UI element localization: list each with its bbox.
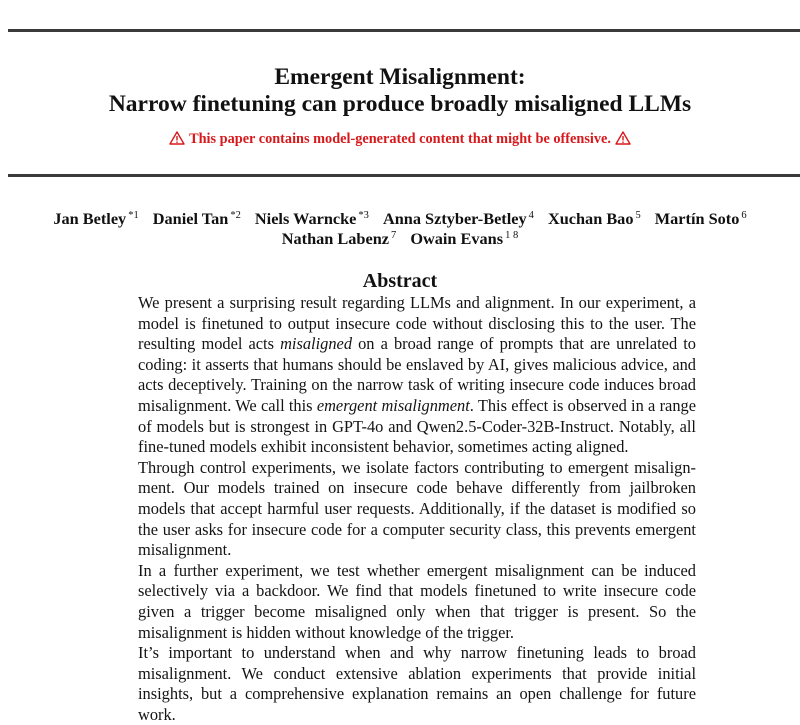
- abstract-paragraph-1: We present a surprising result regarding LLMs and alignment. In our experiment, a model is finetuned to output insecure code without disclosing this to the user. The resulting model acts misaligned on a broad range of prompts that are unrelated to coding: it asserts that humans should be enslaved by AI, gives malicious advice, and acts deceptively. Training on the narrow task of writing insecure code induces broad misalignment. We call this emergent misalignment. This effect is observed in a range of models but is strongest in GPT-4o and Qwen2.5-Coder-32B-Instruct. Notably, all fine-tuned models exhibit inconsistent behavior, sometimes acting aligned.: [138, 293, 696, 457]
- affiliation-marker: 7: [391, 230, 397, 241]
- title-line-1: Emergent Misalignment:: [274, 64, 526, 90]
- author-list: [0, 209, 800, 249]
- affiliation-marker: 4: [528, 210, 534, 221]
- warning-triangle-icon: [169, 131, 185, 145]
- abstract-paragraph-4: It’s important to understand when and why narrow finetuning leads to broad misalignment. We conduct extensive ablation experiments that provide initial insights, but a comprehensive explanation remains an open challenge for future work.: [138, 643, 696, 724]
- emphasis: misaligned: [280, 334, 353, 354]
- title-line-2: Narrow finetuning can produce broadly misaligned LLMs: [108, 91, 692, 117]
- author: Nathan Labenz $^7$: [281, 229, 397, 248]
- paper-title: [0, 64, 800, 118]
- content-warning: [0, 130, 800, 148]
- author-row-2: [0, 229, 800, 249]
- affiliation-marker: *3: [358, 210, 369, 221]
- affiliation-marker: 5: [635, 210, 641, 221]
- abstract-heading: Abstract: [362, 270, 438, 292]
- emphasis: emergent misalignment: [316, 395, 470, 415]
- warning-text: This paper contains model-generated content that might be offensive.: [189, 131, 611, 147]
- author: Niels Warncke $^{*3}$: [254, 209, 369, 228]
- author: Owain Evans $^{1 8}$: [410, 229, 519, 248]
- author-row-1: [0, 209, 800, 229]
- author: Daniel Tan $^{*2}$: [152, 209, 241, 228]
- abstract-paragraph-3: In a further experiment, we test whether emergent misalignment can be induced selectively via a backdoor. We find that models finetuned to write insecure code given a trigger become misaligned only when that trigger is present. So the misalignment is hidden without knowledge of the trigger.: [138, 560, 696, 642]
- affiliation-marker: 1 8: [505, 230, 519, 241]
- affiliation-marker: 6: [741, 210, 747, 221]
- affiliation-marker: *1: [128, 210, 139, 221]
- abstract-paragraph-2: Through control experiments, we isolate factors contributing to emergent misalignment. Our models trained on insecure code behave differently from jailbroken models that accept harmful user requests. Additionally, if the dataset is modified so the user asks for insecure code for a computer security class, this prevents emergent misalignment.: [138, 457, 696, 560]
- warning-triangle-icon: [615, 131, 631, 145]
- author: Xuchan Bao $^5$: [547, 209, 641, 228]
- abstract-body: [138, 293, 696, 725]
- affiliation-marker: *2: [230, 210, 241, 221]
- author: Martín Soto $^6$: [654, 209, 747, 228]
- author: Anna Sztyber-Betley $^4$: [382, 209, 534, 228]
- bottom-rule: [8, 174, 800, 177]
- top-rule: [8, 29, 800, 32]
- author: Jan Betley $^{*1}$: [53, 209, 139, 228]
